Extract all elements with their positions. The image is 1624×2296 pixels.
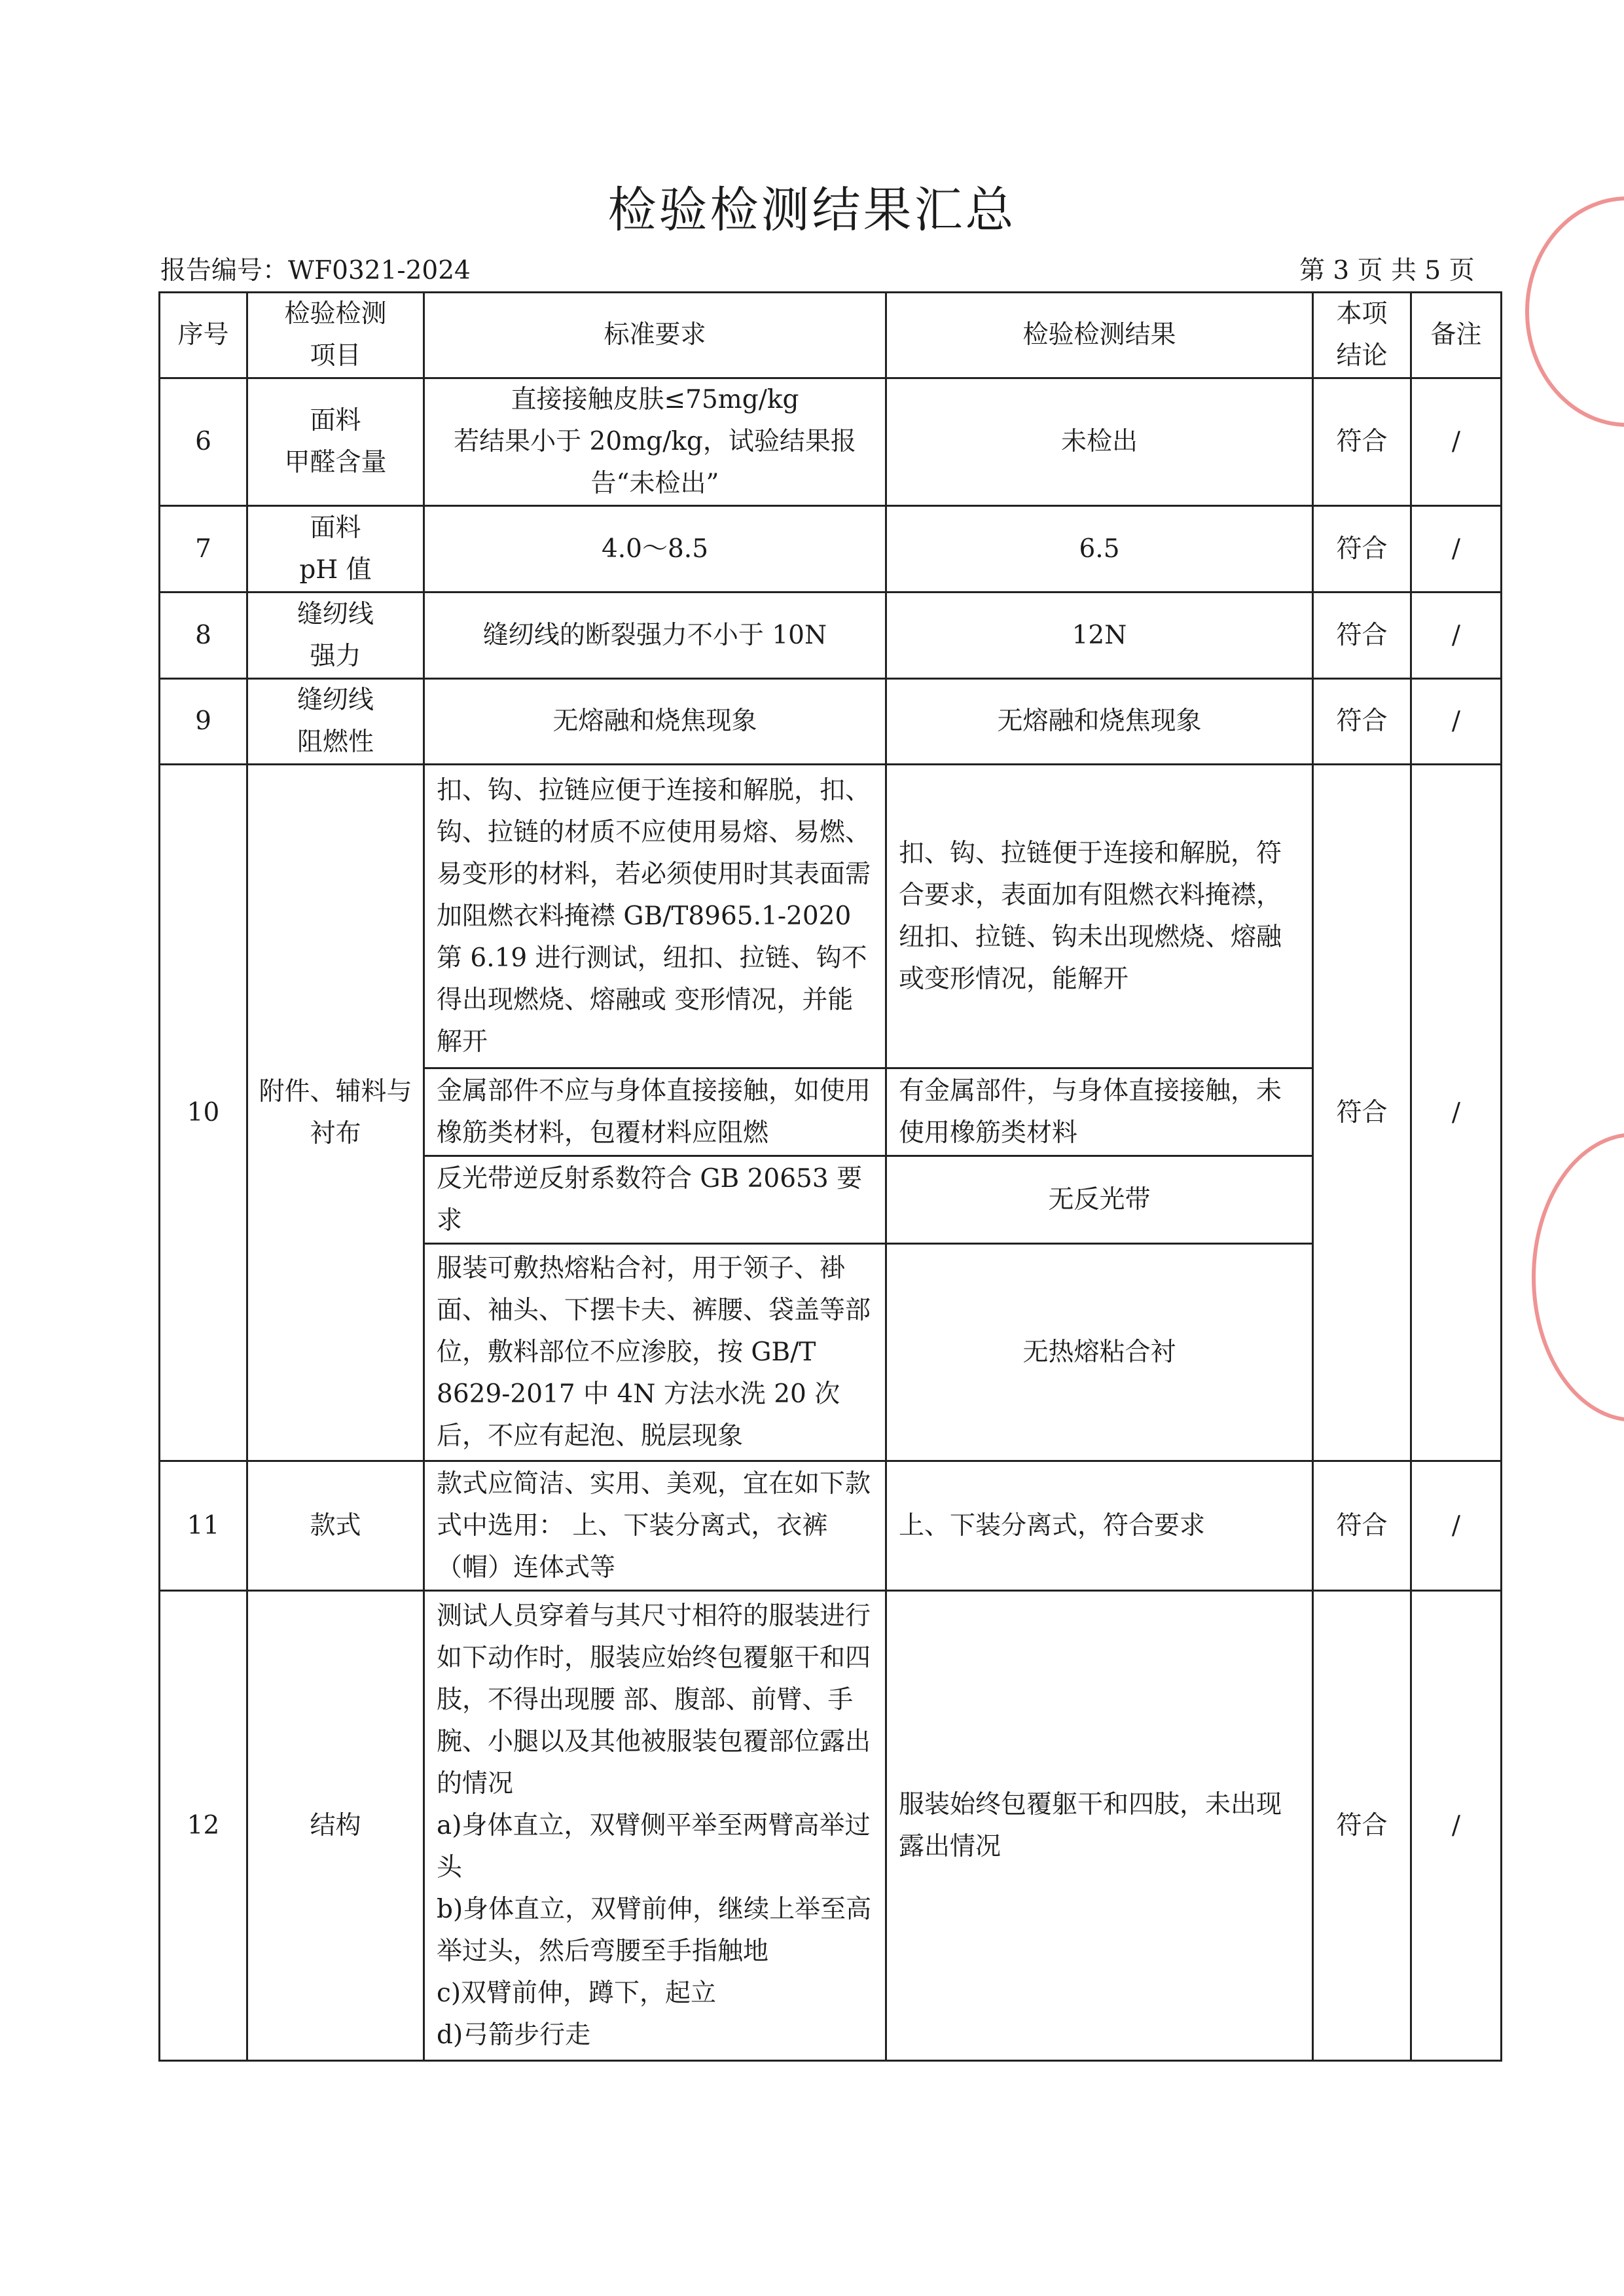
row-remark: / — [1411, 1461, 1502, 1591]
row-conclusion: 符合 — [1313, 378, 1411, 506]
row-remark: / — [1411, 765, 1502, 1461]
header-requirement: 标准要求 — [424, 293, 886, 378]
row-requirement: 反光带逆反射系数符合 GB 20653 要求 — [424, 1156, 886, 1244]
row-no: 6 — [160, 378, 247, 506]
results-table — [158, 291, 1502, 2062]
page-title: 检验检测结果汇总 — [607, 182, 1017, 238]
row-result: 无热熔粘合衬 — [886, 1244, 1313, 1461]
row-result: 扣、钩、拉链便于连接和解脱，符合要求，表面加有阻燃衣料掩襟，纽扣、拉链、钩未出现燃烧、熔融或变形情况，能解开 — [886, 765, 1313, 1068]
row-requirement: 款式应简洁、实用、美观，宜在如下款式中选用： 上、下装分离式，衣裤（帽）连体式等 — [424, 1461, 886, 1591]
row-result: 有金属部件，与身体直接接触，未使用橡筋类材料 — [886, 1068, 1313, 1156]
header-result: 检验检测结果 — [886, 293, 1313, 378]
row-no: 7 — [160, 506, 247, 592]
row-no: 12 — [160, 1591, 247, 2061]
row-item: 附件、辅料与 衬布 — [247, 765, 424, 1461]
row-requirement: 测试人员穿着与其尺寸相符的服装进行如下动作时，服装应始终包覆躯干和四肢，不得出现腰 部、腹部、前臂、手腕、小腿以及其他被服装包覆部位露出的情况 a)身体直立，双臂侧平举至两臂高举过头 b)身体直立，双臂前伸，继续上举至高举过头，然后弯腰至手指触地 c)双臂前伸，蹲下，起立 d)弓箭步行走 — [424, 1591, 886, 2061]
header-conclusion: 本项 结论 — [1313, 293, 1411, 378]
row-remark: / — [1411, 506, 1502, 592]
row-conclusion: 符合 — [1313, 765, 1411, 1461]
row-requirement: 缝纫线的断裂强力不小于 10N — [424, 592, 886, 679]
row-result: 无反光带 — [886, 1156, 1313, 1244]
table-row — [160, 378, 1502, 506]
row-result: 服装始终包覆躯干和四肢，未出现露出情况 — [886, 1591, 1313, 2061]
row-conclusion: 符合 — [1313, 679, 1411, 765]
table-row — [160, 506, 1502, 592]
row-no: 8 — [160, 592, 247, 679]
row-requirement: 金属部件不应与身体直接接触，如使用橡筋类材料，包覆材料应阻燃 — [424, 1068, 886, 1156]
row-conclusion: 符合 — [1313, 506, 1411, 592]
row-requirement: 扣、钩、拉链应便于连接和解脱，扣、钩、拉链的材质不应使用易熔、易燃、易变形的材料，若必须使用时其表面需加阻燃衣料掩襟 GB/T8965.1-2020 第 6.19 进行测试，纽扣、拉链、钩不得出现燃烧、熔融或 变形情况，并能解开 — [424, 765, 886, 1068]
row-item: 面料 pH 值 — [247, 506, 424, 592]
row-no: 10 — [160, 765, 247, 1461]
header-no: 序号 — [160, 293, 247, 378]
table-row — [160, 765, 1502, 1068]
row-conclusion: 符合 — [1313, 592, 1411, 679]
page-number: 第 3 页 共 5 页 — [1299, 256, 1475, 285]
table-header-row — [160, 293, 1502, 378]
table-row — [160, 679, 1502, 765]
row-item: 缝纫线 阻燃性 — [247, 679, 424, 765]
seal-stamp-bottom — [1532, 1133, 1624, 1422]
row-conclusion: 符合 — [1313, 1461, 1411, 1591]
row-item: 结构 — [247, 1591, 424, 2061]
row-remark: / — [1411, 679, 1502, 765]
table-row — [160, 592, 1502, 679]
row-result: 上、下装分离式，符合要求 — [886, 1461, 1313, 1591]
row-conclusion: 符合 — [1313, 1591, 1411, 2061]
table-row — [160, 1461, 1502, 1591]
report-number: 报告编号：WF0321-2024 — [160, 256, 471, 285]
header-remark: 备注 — [1411, 293, 1502, 378]
row-result: 未检出 — [886, 378, 1313, 506]
row-remark: / — [1411, 378, 1502, 506]
row-item: 款式 — [247, 1461, 424, 1591]
row-result: 6.5 — [886, 506, 1313, 592]
row-requirement: 4.0～8.5 — [424, 506, 886, 592]
row-no: 9 — [160, 679, 247, 765]
row-result: 无熔融和烧焦现象 — [886, 679, 1313, 765]
table-row — [160, 1591, 1502, 2061]
row-remark: / — [1411, 592, 1502, 679]
row-no: 11 — [160, 1461, 247, 1591]
row-item: 面料 甲醛含量 — [247, 378, 424, 506]
row-item: 缝纫线 强力 — [247, 592, 424, 679]
row-requirement: 无熔融和烧焦现象 — [424, 679, 886, 765]
row-remark: / — [1411, 1591, 1502, 2061]
row-requirement: 直接接触皮肤≤75mg/kg 若结果小于 20mg/kg，试验结果报告“未检出” — [424, 378, 886, 506]
header-item: 检验检测 项目 — [247, 293, 424, 378]
row-requirement: 服装可敷热熔粘合衬，用于领子、褂面、袖头、下摆卡夫、裤腰、袋盖等部位，敷料部位不应渗胶，按 GB/T 8629-2017 中 4N 方法水洗 20 次后，不应有起泡、脱层现象 — [424, 1244, 886, 1461]
row-result: 12N — [886, 592, 1313, 679]
